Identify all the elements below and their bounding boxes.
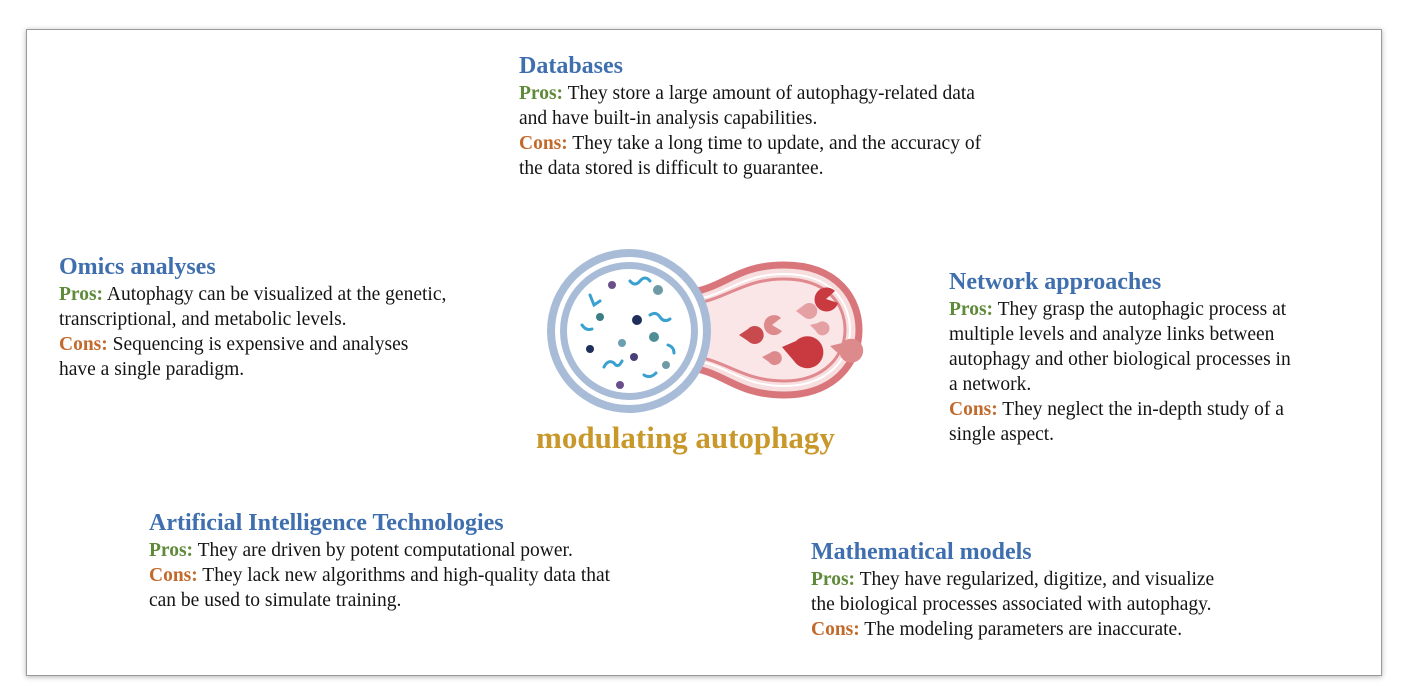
network-block	[949, 268, 1291, 447]
network-pros-line: multiple levels and analyze links between	[949, 324, 1275, 345]
math-pros-line: the biological processes associated with autophagy.	[811, 594, 1212, 615]
omics-cons-line: have a single paradigm.	[59, 359, 245, 380]
network-pros-line: autophagy and other biological processes in	[949, 349, 1291, 370]
databases-cons-line: They take a long time to update, and the accuracy of	[572, 133, 982, 154]
cons-label: Cons:	[149, 565, 198, 586]
figure-frame	[26, 29, 1382, 676]
network-title: Network approaches	[949, 269, 1162, 295]
pros-label: Pros:	[519, 83, 564, 104]
omics-block	[59, 253, 446, 382]
pros-label: Pros:	[149, 540, 194, 561]
databases-pros-line: and have built-in analysis capabilities.	[519, 108, 818, 129]
databases-pros-line: They store a large amount of autophagy-related data	[567, 83, 975, 104]
cons-label: Cons:	[949, 399, 998, 420]
pros-label: Pros:	[59, 284, 104, 305]
databases-cons-line: the data stored is difficult to guarantee.	[519, 158, 824, 179]
center-label: modulating autophagy	[536, 420, 835, 455]
autophagosome	[547, 249, 711, 413]
databases-title: Databases	[519, 53, 624, 79]
ai-pros-line: They are driven by potent computational power.	[197, 540, 573, 561]
omics-pros-line: transcriptional, and metabolic levels.	[59, 309, 347, 330]
pros-label: Pros:	[811, 569, 856, 590]
math-block	[811, 538, 1214, 642]
ai-block	[149, 509, 610, 613]
network-cons-line: single aspect.	[949, 424, 1055, 445]
math-cons-line: The modeling parameters are inaccurate.	[864, 619, 1183, 640]
databases-block	[519, 52, 981, 181]
autophagolysosome-illustration	[534, 245, 874, 420]
math-pros-line: They have regularized, digitize, and visualize	[859, 569, 1215, 590]
cons-label: Cons:	[519, 133, 568, 154]
network-pros-line: a network.	[949, 374, 1032, 395]
network-cons-line: They neglect the in-depth study of a	[1002, 399, 1284, 420]
ai-title: Artificial Intelligence Technologies	[149, 510, 504, 536]
math-title: Mathematical models	[811, 539, 1032, 565]
pros-label: Pros:	[949, 299, 994, 320]
network-pros-line: They grasp the autophagic process at	[997, 299, 1287, 320]
cons-label: Cons:	[59, 334, 108, 355]
omics-cons-line: Sequencing is expensive and analyses	[112, 334, 409, 355]
ai-cons-line: can be used to simulate training.	[149, 590, 402, 611]
omics-pros-line: Autophagy can be visualized at the genetic,	[106, 284, 447, 305]
ai-cons-line: They lack new algorithms and high-quality data that	[202, 565, 611, 586]
omics-title: Omics analyses	[59, 254, 216, 280]
cons-label: Cons:	[811, 619, 860, 640]
